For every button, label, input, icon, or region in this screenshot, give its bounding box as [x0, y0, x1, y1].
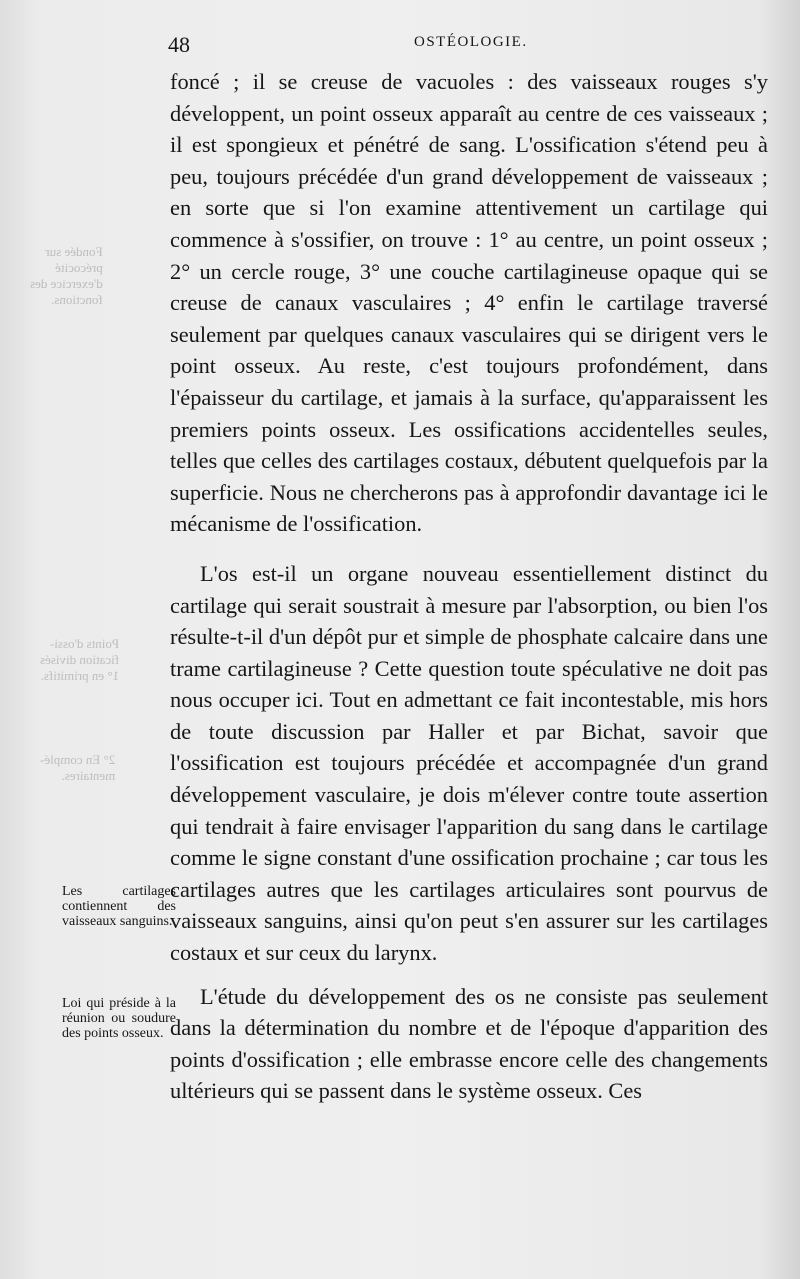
page-header [168, 28, 768, 58]
bleed-through-text: Fondée sur précocité d'exercice des fonctions. [30, 244, 103, 307]
body-text [170, 66, 768, 1107]
paragraph: L'étude du développement des os ne consiste pas seulement dans la détermination du nombre et de l'époque d'apparition des points d'ossification ; elle embrasse encore celle des changements ultérieurs qui se passent dans le système osseux. Ces [170, 983, 768, 1104]
margin-note: Loi qui préside à la réunion ou soudure des points osseux. [62, 996, 176, 1041]
bleed-through-text: 2° En complé- mentaires. [40, 752, 116, 783]
paragraph: L'os est-il un organe nouveau essentiellement distinct du cartilage qui serait soustrait à mesure par l'absorption, ou bien l'os résulte-t-il d'un dépôt pur et simple de phosphate calcaire dans une trame cartilagineuse ? Cette question toute spéculative ne doit pas nous occuper ici. Tout en admettant ce fait incontestable, mis hors de toute discussion par Haller et par Bichat, savoir que l'ossification est toujours précédée et accompagnée d'un grand développement vasculaire, je dois m'élever contre toute assertion qui tendrait à faire envisager l'apparition du sang dans le cartilage comme le signe constant d'une ossification prochaine ; car tous les cartilages autres que les cartilages articulaires sont pourvus de vaisseaux sanguins, ainsi qu'on peut s'en assurer sur les cartilages costaux et sur ceux du larynx. [170, 560, 768, 966]
paragraph: foncé ; il se creuse de vacuoles : des vaisseaux rouges s'y développent, un point osseux apparaît au centre de ces vaisseaux ; il est spongieux et pénétré de sang. L'ossification s'étend peu à peu, toujours précédée d'un grand développement de vaisseaux ; en sorte que si l'on examine attentivement un cartilage qui commence à s'ossifier, on trouve : 1° au centre, un point osseux ; 2° un cercle rouge, 3° une couche cartilagineuse opaque qui se creuse de canaux vasculaires ; 4° enfin le cartilage traversé seulement par quelques canaux vasculaires qui se dirigent vers le point osseux. Au reste, c'est toujours profondément, dans l'épaisseur du cartilage, et jamais à la surface, qu'apparaissent les premiers points osseux. Les ossifications accidentelles seules, telles que celles des cartilages costaux, débutent quelquefois par la superficie. Nous ne chercherons pas à approfondir davantage ici le mécanisme de l'ossification. [170, 69, 768, 537]
running-title: OSTÉOLOGIE. [414, 34, 528, 50]
bleed-through-text: Points d'ossi- fication divisés 1° en primitifs. [40, 636, 120, 683]
page-number: 48 [168, 32, 190, 57]
margin-note: Les cartilages contiennent des vaisseaux sanguins. [62, 884, 176, 929]
